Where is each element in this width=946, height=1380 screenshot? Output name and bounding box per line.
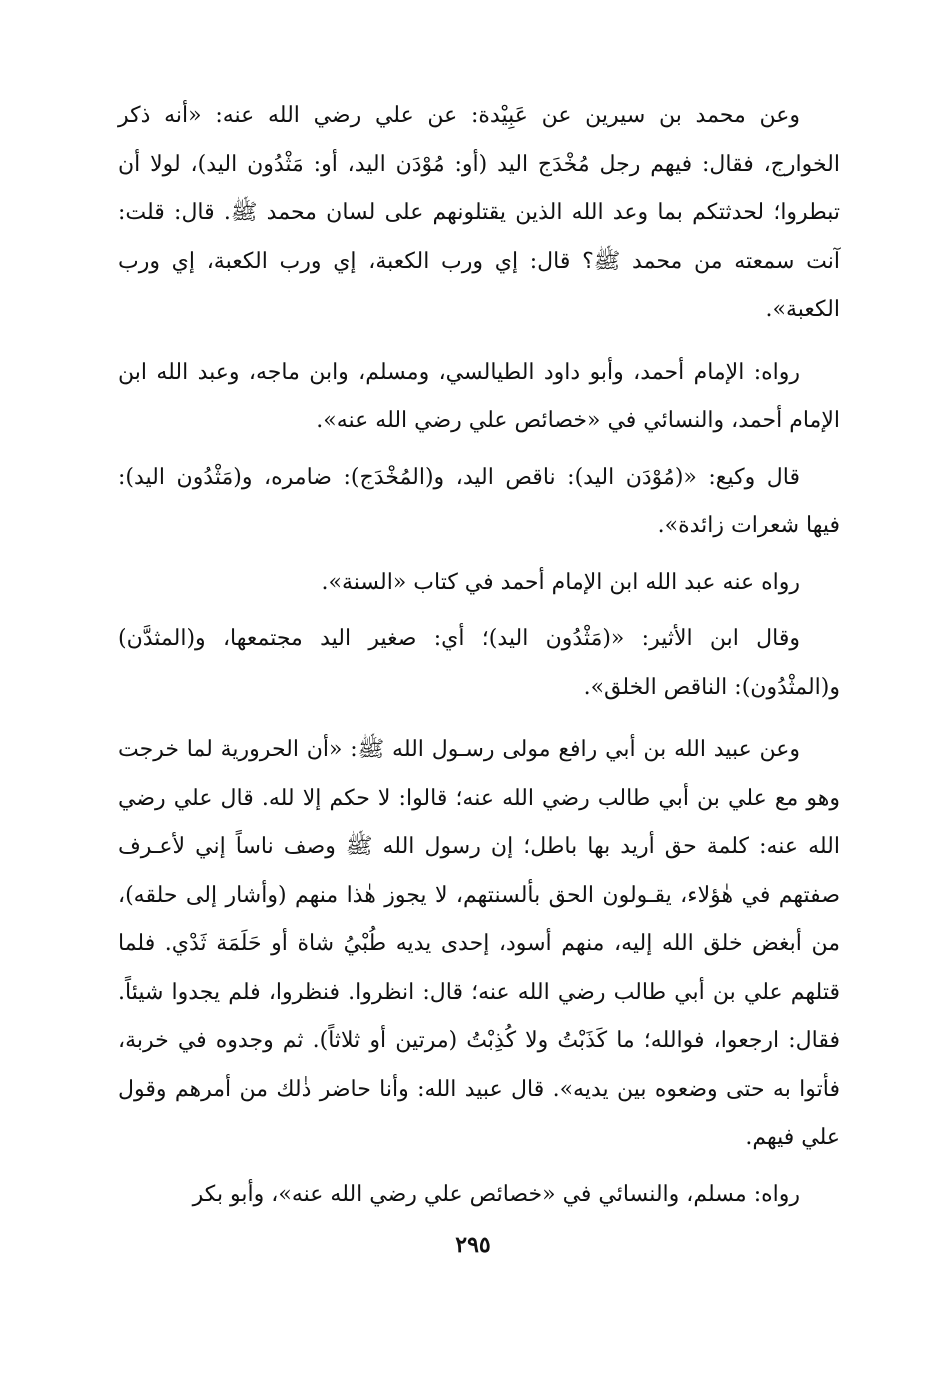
hadith-paragraph-2: وعن عبيد الله بن أبي رافع مولى رسـول الله ﷺ: «أن الحرورية لما خرجت وهو مع علي بن أبي طالب رضي الله عنه؛ قالوا: لا حكم إلا لله. قال علي رضي الله عنه: كلمة حق أريد بها باطل؛ إن رسول الله ﷺ وصف ناساً إني لأعـرف صفتهم في هٰؤلاء، يقـولون الحق بألسنتهم، لا يجوز هٰذا منهم (وأشار إلى حلقه)، من أبغض خلق الله إليه، منهم أسود، إحدى يديه طُبْيُ شاة أو حَلَمَة ثَدْي. فلما قتلهم علي بن أبي طالب رضي الله عنه؛ قال: انظروا. فنظروا، فلم يجدوا شيئاً. فقال: ارجعوا، فوالله؛ ما كَذَبْتُ ولا كُذِبْتُ (مرتين أو ثلاثاً). ثم وجدوه في خربة، فأتوا به حتى وضعوه بين يديه». قال عبيد الله: وأنا حاضر ذٰلك من أمرهم وقول علي فيهم. <box>118 737 840 1150</box>
page-body <box>118 92 840 1219</box>
narration-paragraph-3: رواه: مسلم، والنسائي في «خصائص علي رضي الله عنه»، وأبو بكر <box>192 1181 800 1207</box>
explanation-paragraph-ibn-athir: وقال ابن الأثير: «(مَثْدُون اليد)؛ أي: صغير اليد مجتمعها، و(المثدَّن) و(المثْدُون): الناقص الخلق». <box>118 626 840 700</box>
narration-paragraph-1: رواه: الإمام أحمد، وأبو داود الطيالسي، ومسلم، وابن ماجه، وعبد الله ابن الإمام أحمد، والنسائي في «خصائص علي رضي الله عنه». <box>118 359 840 433</box>
explanation-paragraph-waki: قال وكيع: «(مُوْدَن اليد): ناقص اليد، و(المُخْدَج): ضامره، و(مَثْدُون اليد): فيها شعرات زائدة». <box>118 464 840 538</box>
narration-paragraph-2: رواه عنه عبد الله ابن الإمام أحمد في كتاب «السنة». <box>321 569 800 595</box>
page-number: ٢٩٥ <box>455 1232 491 1258</box>
hadith-paragraph-1: وعن محمد بن سيرين عن عَبِيْدة: عن علي رضي الله عنه: «أنه ذكر الخوارج، فقال: فيهم رجل مُخْدَج اليد (أو: مُوْدَن اليد، أو: مَثْدُون اليد)، لولا أن تبطروا؛ لحدثتكم بما وعد الله الذين يقتلونهم على لسان محمد ﷺ. قال: قلت: آنت سمعته من محمد ﷺ؟ قال: إي ورب الكعبة، إي ورب الكعبة، إي ورب الكعبة». <box>118 103 840 322</box>
